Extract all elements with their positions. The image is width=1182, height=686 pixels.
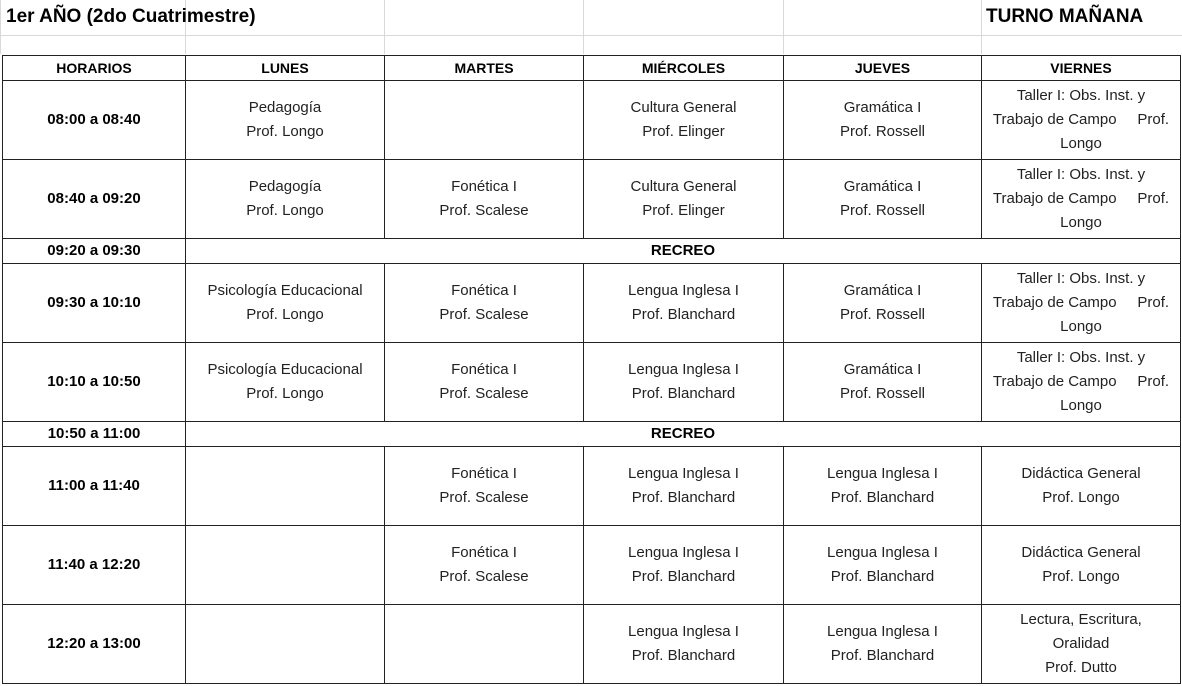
class-cell xyxy=(186,160,385,239)
class-cell-line: Prof. Blanchard xyxy=(631,385,736,402)
class-cell xyxy=(186,447,385,526)
class-cell xyxy=(385,526,584,605)
class-cell-line: Prof. Blanchard xyxy=(631,568,736,585)
class-cell-line: Taller I: Obs. Inst. y xyxy=(1016,166,1146,183)
schedule-row xyxy=(3,526,1181,605)
class-cell xyxy=(784,264,982,343)
class-cell xyxy=(982,526,1181,605)
class-cell-line: Psicología Educacional xyxy=(207,361,363,378)
class-cell xyxy=(584,264,784,343)
class-cell-line: Prof. Blanchard xyxy=(830,568,935,585)
class-cell xyxy=(982,447,1181,526)
class-cell-line: Fonética I xyxy=(451,178,517,195)
class-cell xyxy=(584,447,784,526)
class-cell xyxy=(784,605,982,684)
class-cell-line: Trabajo de Campo Prof. xyxy=(992,111,1170,128)
class-cell-line: Didáctica General xyxy=(1021,544,1141,561)
class-cell xyxy=(784,343,982,422)
class-cell-line: Prof. Blanchard xyxy=(631,489,736,506)
schedule-row xyxy=(3,264,1181,343)
class-cell-line: Taller I: Obs. Inst. y xyxy=(1016,349,1146,366)
column-header: HORARIOS xyxy=(3,56,186,81)
class-cell xyxy=(982,81,1181,160)
class-cell-line: Lengua Inglesa I xyxy=(628,361,739,378)
class-cell xyxy=(784,526,982,605)
class-cell-line: Trabajo de Campo Prof. xyxy=(992,294,1170,311)
class-cell-line: Prof. Scalese xyxy=(439,202,529,219)
class-cell-line: Pedagogía xyxy=(248,178,322,195)
class-cell xyxy=(584,160,784,239)
class-cell-line: Prof. Longo xyxy=(246,123,324,140)
class-cell xyxy=(982,264,1181,343)
class-cell-line: Longo xyxy=(1060,135,1102,152)
class-cell-line: Prof. Scalese xyxy=(439,568,529,585)
class-cell-line: Lengua Inglesa I xyxy=(628,623,739,640)
class-cell-line: Lengua Inglesa I xyxy=(827,623,938,640)
class-cell-line: Prof. Scalese xyxy=(439,385,529,402)
time-cell: 09:30 a 10:10 xyxy=(3,264,186,343)
class-cell-line: Fonética I xyxy=(451,282,517,299)
document-title: 1er AÑO (2do Cuatrimestre) xyxy=(6,6,256,27)
column-header: VIERNES xyxy=(982,56,1181,81)
class-cell-line: Gramática I xyxy=(843,178,922,195)
shift-title: TURNO MAÑANA xyxy=(986,6,1144,27)
class-cell-line: Fonética I xyxy=(451,361,517,378)
time-cell: 08:40 a 09:20 xyxy=(3,160,186,239)
class-cell-line: Prof. Longo xyxy=(1042,568,1120,585)
class-cell-line: Prof. Rossell xyxy=(839,306,926,323)
class-cell xyxy=(784,81,982,160)
time-cell: 09:20 a 09:30 xyxy=(3,239,186,264)
column-header: MIÉRCOLES xyxy=(584,56,784,81)
class-cell xyxy=(385,343,584,422)
time-cell: 10:50 a 11:00 xyxy=(3,422,186,447)
class-cell-line: Oralidad xyxy=(1052,635,1110,652)
gridline xyxy=(981,0,982,54)
header-row xyxy=(3,56,1181,81)
time-cell: 12:20 a 13:00 xyxy=(3,605,186,684)
class-cell xyxy=(186,605,385,684)
class-cell-line: Prof. Scalese xyxy=(439,306,529,323)
class-cell-line: Lengua Inglesa I xyxy=(827,544,938,561)
schedule-table xyxy=(2,55,1181,684)
class-cell-line: Prof. Blanchard xyxy=(830,489,935,506)
class-cell xyxy=(982,160,1181,239)
class-cell xyxy=(584,526,784,605)
class-cell xyxy=(186,343,385,422)
class-cell xyxy=(385,81,584,160)
class-cell-line: Psicología Educacional xyxy=(207,282,363,299)
time-cell: 10:10 a 10:50 xyxy=(3,343,186,422)
class-cell-line: Prof. Elinger xyxy=(642,202,725,219)
schedule-row xyxy=(3,605,1181,684)
class-cell-line: Gramática I xyxy=(843,361,922,378)
class-cell xyxy=(186,526,385,605)
class-cell-line: Prof. Rossell xyxy=(839,385,926,402)
class-cell-line: Longo xyxy=(1060,397,1102,414)
class-cell-line: Prof. Rossell xyxy=(839,202,926,219)
class-cell-line: Cultura General xyxy=(630,178,737,195)
gridline xyxy=(0,0,1,54)
class-cell-line: Fonética I xyxy=(451,544,517,561)
class-cell-line: Gramática I xyxy=(843,282,922,299)
class-cell-line: Prof. Blanchard xyxy=(631,306,736,323)
class-cell xyxy=(982,343,1181,422)
class-cell-line: Taller I: Obs. Inst. y xyxy=(1016,270,1146,287)
class-cell-line: Lengua Inglesa I xyxy=(628,465,739,482)
class-cell-line: Gramática I xyxy=(843,99,922,116)
class-cell xyxy=(186,81,385,160)
gridline xyxy=(783,0,784,54)
class-cell-line: Prof. Blanchard xyxy=(631,647,736,664)
recess-row xyxy=(3,239,1181,264)
class-cell-line: Didáctica General xyxy=(1021,465,1141,482)
class-cell xyxy=(385,447,584,526)
column-header: LUNES xyxy=(186,56,385,81)
time-cell: 08:00 a 08:40 xyxy=(3,81,186,160)
class-cell xyxy=(186,264,385,343)
class-cell xyxy=(584,81,784,160)
class-cell-line: Prof. Elinger xyxy=(642,123,725,140)
class-cell-line: Prof. Scalese xyxy=(439,489,529,506)
schedule-row xyxy=(3,160,1181,239)
schedule-row xyxy=(3,343,1181,422)
column-header: JUEVES xyxy=(784,56,982,81)
schedule-row xyxy=(3,81,1181,160)
class-cell xyxy=(584,343,784,422)
class-cell-line: Lengua Inglesa I xyxy=(628,282,739,299)
column-header: MARTES xyxy=(385,56,584,81)
recess-row xyxy=(3,422,1181,447)
class-cell-line: Longo xyxy=(1060,214,1102,231)
class-cell-line: Prof. Longo xyxy=(246,202,324,219)
class-cell-line: Longo xyxy=(1060,318,1102,335)
class-cell xyxy=(385,605,584,684)
recess-cell: RECREO xyxy=(186,239,1181,264)
gridline xyxy=(0,35,1182,36)
sheet-header xyxy=(0,0,1182,36)
class-cell-line: Cultura General xyxy=(630,99,737,116)
recess-cell: RECREO xyxy=(186,422,1181,447)
class-cell-line: Fonética I xyxy=(451,465,517,482)
class-cell-line: Pedagogía xyxy=(248,99,322,116)
class-cell-line: Trabajo de Campo Prof. xyxy=(992,373,1170,390)
class-cell-line: Prof. Rossell xyxy=(839,123,926,140)
time-cell: 11:00 a 11:40 xyxy=(3,447,186,526)
class-cell xyxy=(385,160,584,239)
class-cell xyxy=(584,605,784,684)
class-cell-line: Lectura, Escritura, xyxy=(1020,611,1142,628)
schedule-row xyxy=(3,447,1181,526)
class-cell-line: Prof. Longo xyxy=(246,306,324,323)
class-cell xyxy=(784,160,982,239)
class-cell-line: Prof. Longo xyxy=(246,385,324,402)
class-cell xyxy=(784,447,982,526)
time-cell: 11:40 a 12:20 xyxy=(3,526,186,605)
class-cell-line: Taller I: Obs. Inst. y xyxy=(1016,87,1146,104)
class-cell-line: Prof. Blanchard xyxy=(830,647,935,664)
gridline xyxy=(384,0,385,54)
class-cell-line: Prof. Longo xyxy=(1042,489,1120,506)
class-cell xyxy=(982,605,1181,684)
class-cell-line: Prof. Dutto xyxy=(1045,659,1117,676)
gridline xyxy=(583,0,584,54)
class-cell xyxy=(385,264,584,343)
class-cell-line: Lengua Inglesa I xyxy=(827,465,938,482)
class-cell-line: Lengua Inglesa I xyxy=(628,544,739,561)
class-cell-line: Trabajo de Campo Prof. xyxy=(992,190,1170,207)
